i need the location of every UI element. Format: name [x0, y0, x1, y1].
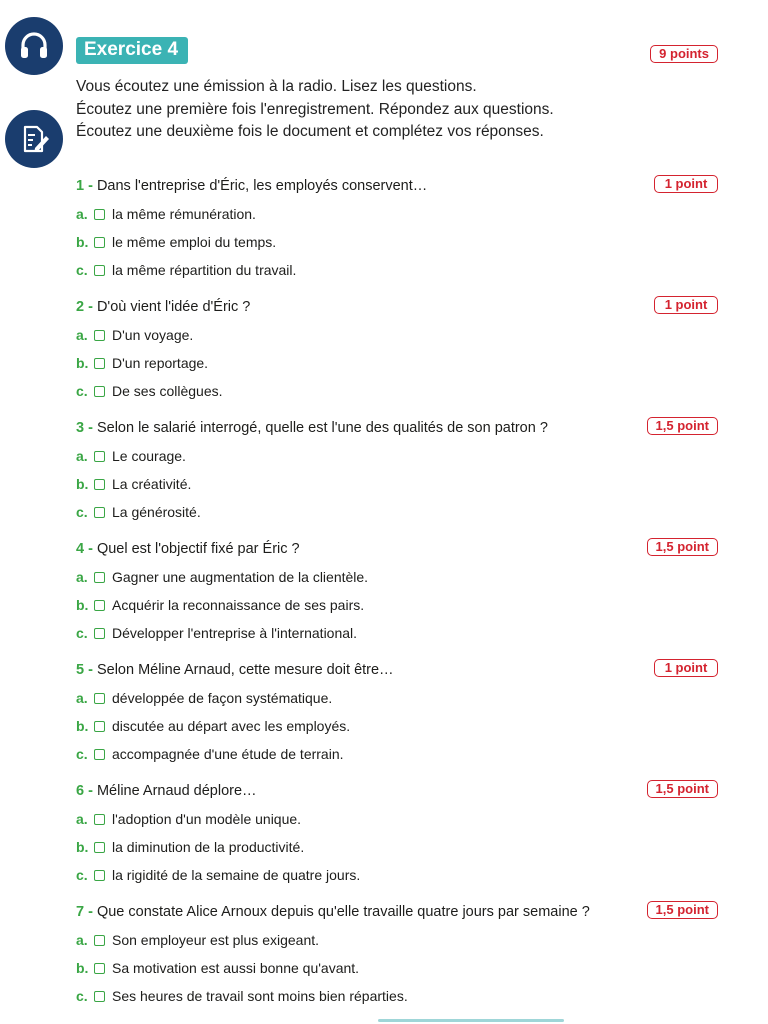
- option-text: Le courage.: [112, 448, 186, 464]
- option-text: discutée au départ avec les employés.: [112, 718, 351, 734]
- answer-option[interactable]: [76, 498, 716, 526]
- option-text: développée de façon systématique.: [112, 690, 333, 706]
- answer-option[interactable]: [76, 563, 716, 591]
- question-points-badge: 1 point: [654, 296, 718, 314]
- answer-option[interactable]: [76, 470, 716, 498]
- option-letter: b.: [76, 234, 89, 250]
- option-letter: b.: [76, 355, 89, 371]
- answer-checkbox[interactable]: [94, 330, 105, 341]
- option-letter: a.: [76, 690, 88, 706]
- answer-option[interactable]: [76, 982, 716, 1010]
- question-text: [76, 656, 716, 684]
- question-number: 5 -: [76, 662, 93, 678]
- question-text: [76, 414, 716, 442]
- option-text: accompagnée d'une étude de terrain.: [112, 746, 344, 762]
- question-points-badge: 1,5 point: [647, 538, 718, 556]
- option-text: Sa motivation est aussi bonne qu'avant.: [112, 960, 360, 976]
- answer-option[interactable]: [76, 926, 716, 954]
- answer-option[interactable]: [76, 591, 716, 619]
- option-letter: b.: [76, 597, 89, 613]
- answer-checkbox[interactable]: [94, 842, 105, 853]
- option-letter: c.: [76, 262, 88, 278]
- question-points-badge: 1,5 point: [647, 417, 718, 435]
- answer-option[interactable]: [76, 954, 716, 982]
- question-points-badge: 1,5 point: [647, 780, 718, 798]
- question-label: Quel est l'objectif fixé par Éric ?: [96, 541, 300, 557]
- question-label: Selon le salarié interrogé, quelle est l'une des qualités de son patron ?: [96, 420, 548, 436]
- headphones-icon: [5, 17, 63, 75]
- question-text: [76, 898, 716, 926]
- option-letter: b.: [76, 839, 89, 855]
- option-text: La créativité.: [112, 476, 192, 492]
- answer-checkbox[interactable]: [94, 209, 105, 220]
- option-text: l'adoption d'un modèle unique.: [112, 811, 302, 827]
- question-number: 1 -: [76, 178, 93, 194]
- option-letter: b.: [76, 960, 89, 976]
- question-label: D'où vient l'idée d'Éric ?: [96, 299, 251, 315]
- option-letter: a.: [76, 327, 88, 343]
- answer-checkbox[interactable]: [94, 572, 105, 583]
- answer-checkbox[interactable]: [94, 507, 105, 518]
- question-label: Selon Méline Arnaud, cette mesure doit être…: [96, 662, 394, 678]
- option-text: D'un reportage.: [112, 355, 209, 371]
- question-number: 3 -: [76, 420, 93, 436]
- option-text: la diminution de la productivité.: [112, 839, 305, 855]
- option-letter: c.: [76, 625, 88, 641]
- question-6: [76, 777, 716, 889]
- question-number: 7 -: [76, 904, 93, 920]
- option-letter: a.: [76, 206, 88, 222]
- answer-checkbox[interactable]: [94, 935, 105, 946]
- answer-checkbox[interactable]: [94, 600, 105, 611]
- answer-checkbox[interactable]: [94, 386, 105, 397]
- option-text: De ses collègues.: [112, 383, 223, 399]
- question-5: [76, 656, 716, 768]
- answer-option[interactable]: [76, 684, 716, 712]
- option-letter: a.: [76, 932, 88, 948]
- option-letter: c.: [76, 746, 88, 762]
- answer-checkbox[interactable]: [94, 237, 105, 248]
- answer-option[interactable]: [76, 256, 716, 284]
- question-label: Méline Arnaud déplore…: [96, 783, 257, 799]
- question-points-badge: 1,5 point: [647, 901, 718, 919]
- option-letter: a.: [76, 811, 88, 827]
- question-text: [76, 535, 716, 563]
- question-1: [76, 172, 716, 284]
- option-text: le même emploi du temps.: [112, 234, 277, 250]
- question-3: [76, 414, 716, 526]
- question-text: [76, 777, 716, 805]
- option-letter: c.: [76, 383, 88, 399]
- answer-checkbox[interactable]: [94, 963, 105, 974]
- answer-checkbox[interactable]: [94, 451, 105, 462]
- instruction-line: Vous écoutez une émission à la radio. Lisez les questions.: [76, 78, 477, 95]
- answer-option[interactable]: [76, 619, 716, 647]
- answer-option[interactable]: [76, 321, 716, 349]
- option-text: la même rémunération.: [112, 206, 256, 222]
- question-number: 2 -: [76, 299, 93, 315]
- option-letter: c.: [76, 867, 88, 883]
- option-letter: b.: [76, 476, 89, 492]
- exercise-title: Exercice 4: [76, 37, 188, 64]
- answer-option[interactable]: [76, 861, 716, 889]
- option-letter: b.: [76, 718, 89, 734]
- option-text: Ses heures de travail sont moins bien réparties.: [112, 988, 408, 1004]
- question-7: [76, 898, 716, 1010]
- footer-decoration: [378, 1019, 564, 1022]
- option-text: Acquérir la reconnaissance de ses pairs.: [112, 597, 365, 613]
- option-letter: c.: [76, 504, 88, 520]
- answer-option[interactable]: [76, 349, 716, 377]
- option-letter: a.: [76, 569, 88, 585]
- answer-option[interactable]: [76, 377, 716, 405]
- option-text: la rigidité de la semaine de quatre jours.: [112, 867, 361, 883]
- question-points-badge: 1 point: [654, 659, 718, 677]
- question-points-badge: 1 point: [654, 175, 718, 193]
- instruction-line: Écoutez une première fois l'enregistrement. Répondez aux questions.: [76, 100, 554, 118]
- question-number: 6 -: [76, 783, 93, 799]
- answer-checkbox[interactable]: [94, 265, 105, 276]
- answer-checkbox[interactable]: [94, 814, 105, 825]
- question-label: Dans l'entreprise d'Éric, les employés conservent…: [96, 178, 428, 194]
- answer-checkbox[interactable]: [94, 991, 105, 1002]
- answer-option[interactable]: [76, 442, 716, 470]
- instruction-line: Écoutez une deuxième fois le document et complétez vos réponses.: [76, 123, 544, 140]
- option-text: Son employeur est plus exigeant.: [112, 932, 320, 948]
- option-text: la même répartition du travail.: [112, 262, 297, 278]
- answer-option[interactable]: [76, 712, 716, 740]
- question-text: [76, 172, 716, 200]
- option-letter: a.: [76, 448, 88, 464]
- answer-checkbox[interactable]: [94, 628, 105, 639]
- option-text: La générosité.: [112, 504, 201, 520]
- question-2: [76, 293, 716, 405]
- answer-checkbox[interactable]: [94, 479, 105, 490]
- answer-checkbox[interactable]: [94, 749, 105, 760]
- question-text: [76, 293, 716, 321]
- answer-checkbox[interactable]: [94, 870, 105, 881]
- answer-option[interactable]: [76, 740, 716, 768]
- answer-checkbox[interactable]: [94, 693, 105, 704]
- instructions: [76, 76, 554, 144]
- answer-checkbox[interactable]: [94, 358, 105, 369]
- edit-document-icon: [5, 110, 63, 168]
- option-text: Développer l'entreprise à l'international.: [112, 625, 358, 641]
- answer-option[interactable]: [76, 833, 716, 861]
- answer-checkbox[interactable]: [94, 721, 105, 732]
- answer-option[interactable]: [76, 200, 716, 228]
- question-label: Que constate Alice Arnoux depuis qu'elle travaille quatre jours par semaine ?: [96, 904, 590, 920]
- answer-option[interactable]: [76, 805, 716, 833]
- question-4: [76, 535, 716, 647]
- total-points-badge: 9 points: [650, 45, 718, 63]
- option-text: D'un voyage.: [112, 327, 194, 343]
- answer-option[interactable]: [76, 228, 716, 256]
- option-text: Gagner une augmentation de la clientèle.: [112, 569, 369, 585]
- option-letter: c.: [76, 988, 88, 1004]
- question-number: 4 -: [76, 541, 93, 557]
